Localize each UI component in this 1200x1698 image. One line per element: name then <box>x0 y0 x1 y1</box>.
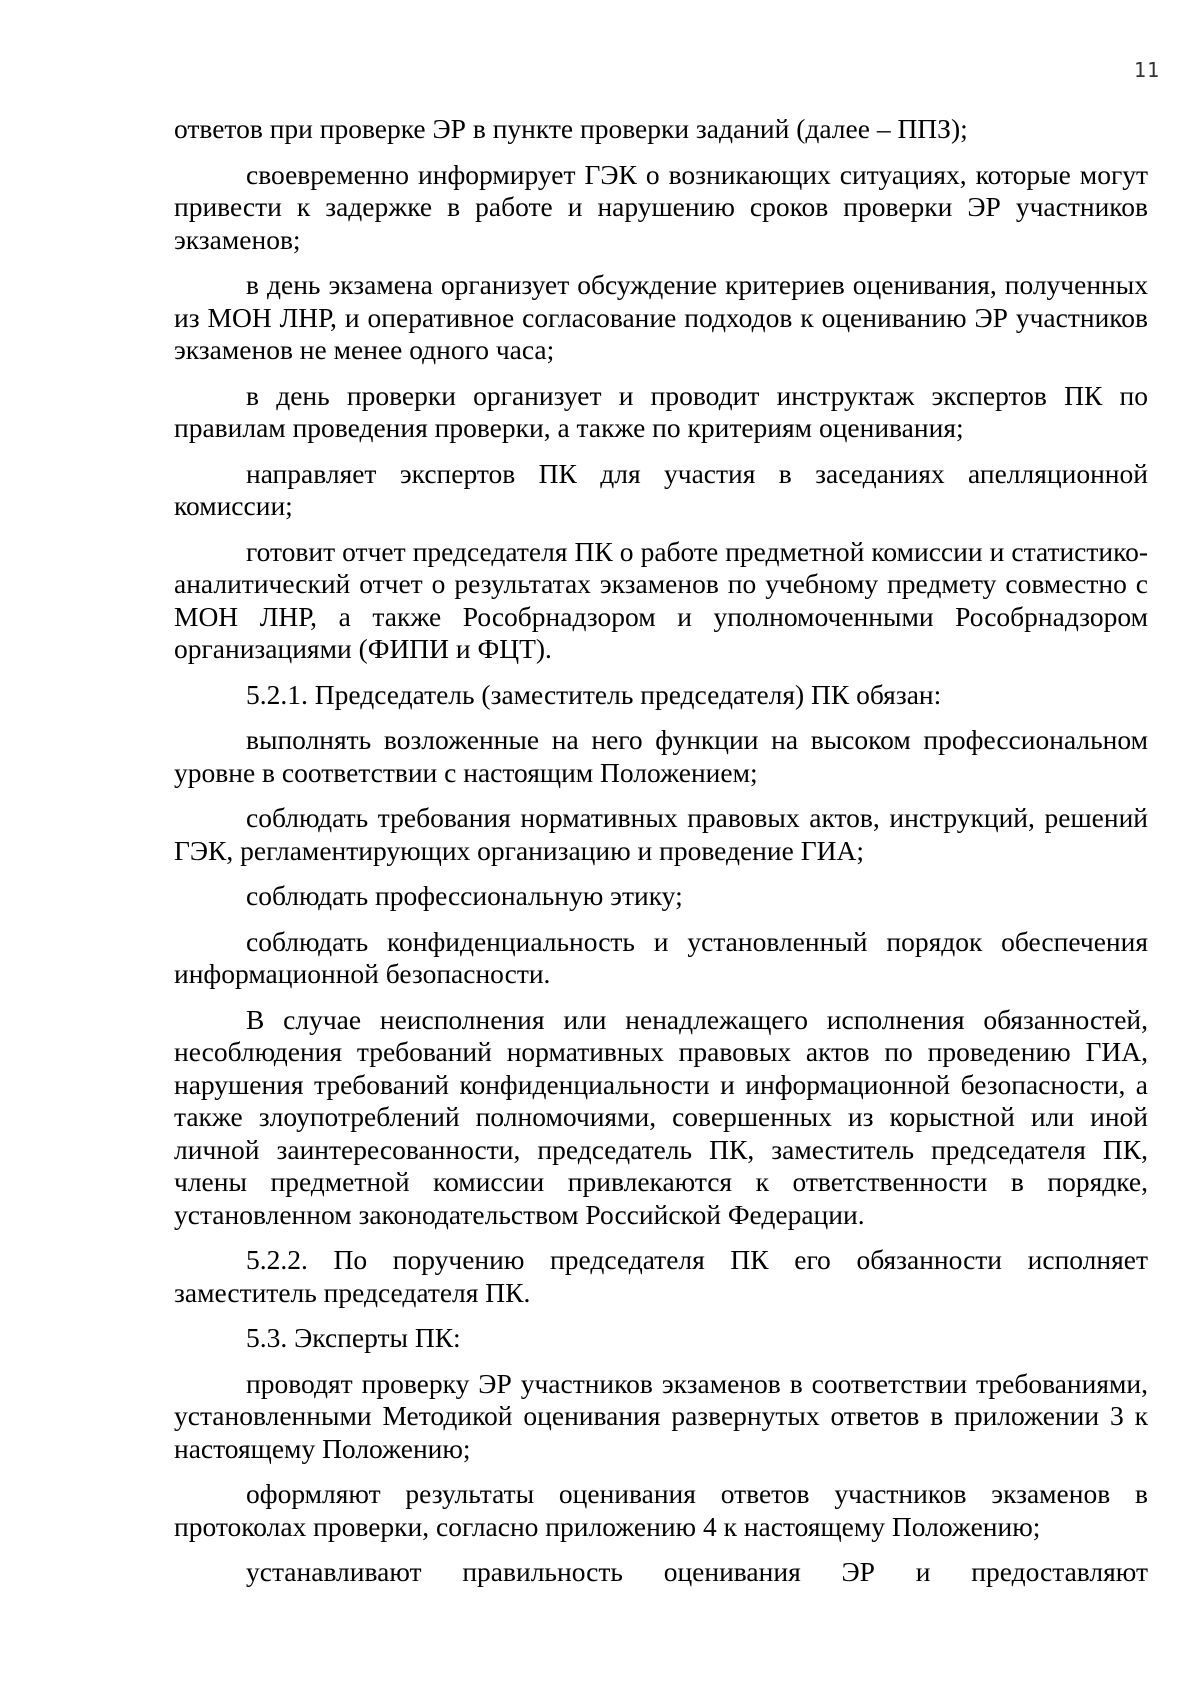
section-heading: 5.2.2. По поручению председателя ПК его обязанности исполняет заместитель председателя ПК. <box>174 1244 1148 1308</box>
paragraph: своевременно информирует ГЭК о возникающих ситуациях, которые могут привести к задержке в работе и нарушению сроков проверки ЭР участников экзаменов; <box>174 158 1148 255</box>
paragraph: в день экзамена организует обсуждение критериев оценивания, полученных из МОН ЛНР, и оперативное согласование подходов к оцениванию ЭР участников экзаменов не менее одного часа; <box>174 269 1148 365</box>
paragraph: соблюдать конфиденциальность и установленный порядок обеспечения информационной безопасности. <box>174 925 1148 989</box>
paragraph: выполнять возложенные на него функции на высоком профессиональном уровне в соответствии с настоящим Положением; <box>174 724 1148 788</box>
page-number: 11 <box>1133 58 1160 82</box>
paragraph: ответов при проверке ЭР в пункте проверки заданий (далее – ППЗ); <box>174 113 968 144</box>
section-heading: 5.2.1. Председатель (заместитель председателя) ПК обязан: <box>246 678 942 710</box>
paragraph: направляет экспертов ПК для участия в заседаниях апелляционной комиссии; <box>174 457 1148 521</box>
paragraph: проводят проверку ЭР участников экзаменов в соответствии требованиями, установленными Методикой оценивания развернутых ответов в приложении 3 к настоящему Положению; <box>174 1367 1148 1464</box>
paragraph: В случае неисполнения или ненадлежащего исполнения обязанностей, несоблюдения требований нормативных правовых актов по проведению ГИА, нарушения требований конфиденциальности и информационной безопасности, а также злоупотреблений полномочиями, совершенных из корыстной или иной личной заинтересованности, председатель ПК, заместитель председателя ПК, члены предметной комиссии привлекаются к ответственности в порядке, установленном законодательством Российской Федерации. <box>174 1003 1148 1230</box>
section-heading: 5.3. Эксперты ПК: <box>246 1322 461 1353</box>
paragraph: в день проверки организует и проводит инструктаж экспертов ПК по правилам проведения проверки, а также по критериям оценивания; <box>174 379 1148 443</box>
paragraph: устанавливают правильность оценивания ЭР и предоставляют <box>246 1556 1148 1587</box>
document-body <box>174 113 1148 1602</box>
paragraph: соблюдать требования нормативных правовых актов, инструкций, решений ГЭК, регламентирующих организацию и проведение ГИА; <box>174 802 1148 866</box>
paragraph: готовит отчет председателя ПК о работе предметной комиссии и статистико-аналитический отчет о результатах экзаменов по учебному предмету совместно с МОН ЛНР, а также Рособрнадзором и уполномоченными Рособрнадзором организациями (ФИПИ и ФЦТ). <box>174 535 1148 664</box>
paragraph: оформляют результаты оценивания ответов участников экзаменов в протоколах проверки, согласно приложению 4 к настоящему Положению; <box>174 1478 1148 1542</box>
paragraph: соблюдать профессиональную этику; <box>246 880 683 911</box>
